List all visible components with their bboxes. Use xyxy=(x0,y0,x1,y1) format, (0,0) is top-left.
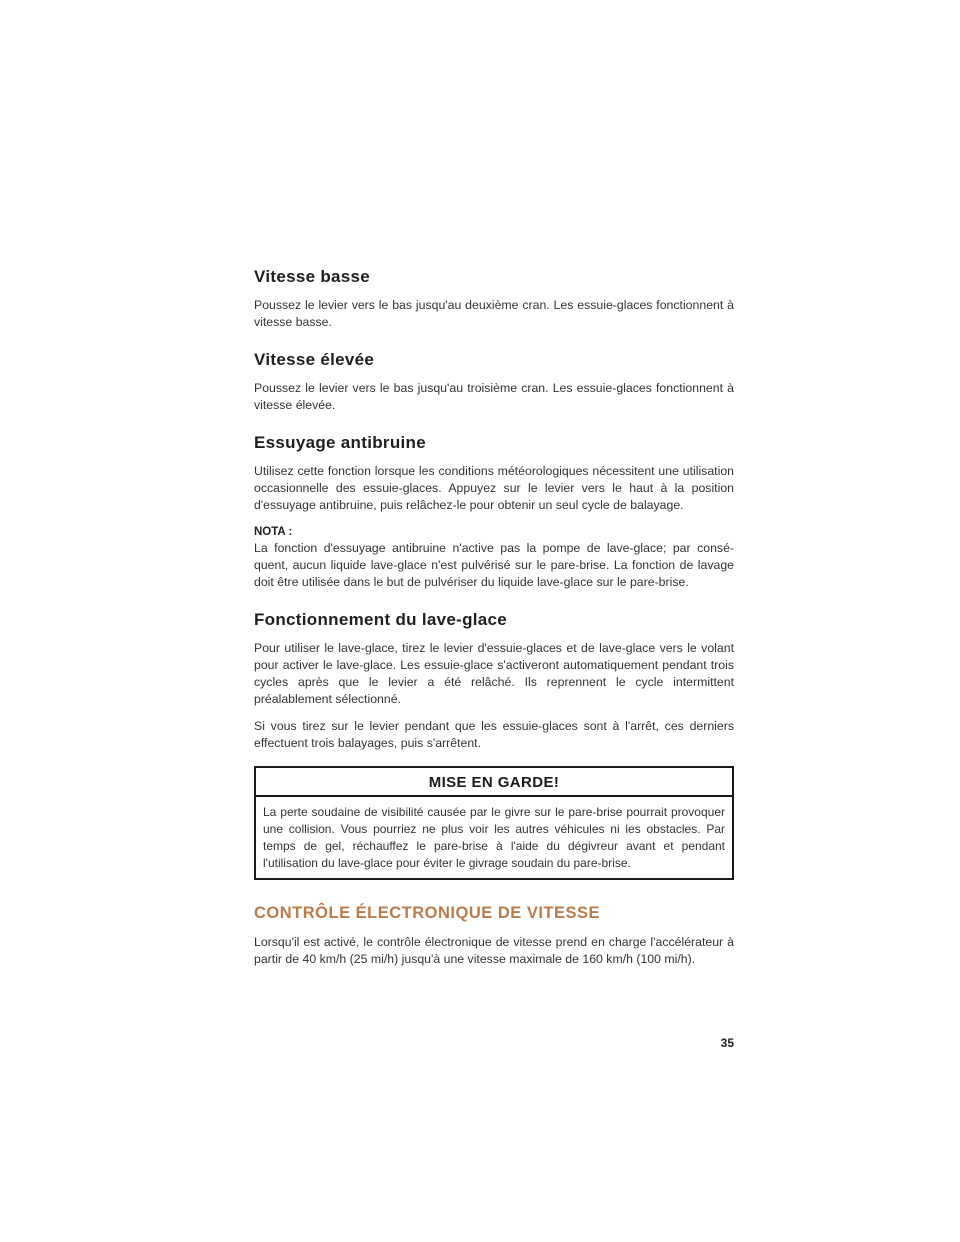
section-washer-operation xyxy=(254,609,734,752)
section-low-speed xyxy=(254,266,734,331)
section-paragraph: Poussez le levier vers le bas jusqu'au deuxième cran. Les essuie-glaces fonctionnent à vitesse basse. xyxy=(254,298,734,329)
section-paragraph: Lorsqu'il est activé, le contrôle électronique de vitesse prend en charge l'accélérateur à partir de 40 km/h (25 mi/h) jusqu'à une vitesse maximale de 160 km/h (100 mi/h). xyxy=(254,935,734,966)
section-paragraph: Utilisez cette fonction lorsque les conditions météorologiques nécessitent une utilisation occasionnelle des essuie-glaces. Appuyez sur le levier vers le haut à la position d'essuyage antibruine, puis relâchez-le pour obtenir un seul cycle de balayage. xyxy=(254,464,734,512)
section-paragraph: Si vous tirez sur le levier pendant que les essuie-glaces sont à l'arrêt, ces derniers effectuent trois balayages, puis s'arrêtent. xyxy=(254,719,734,750)
manual-page-content xyxy=(254,266,734,968)
page-number: 35 xyxy=(720,1036,734,1050)
note-label: NOTA : xyxy=(254,526,293,538)
warning-body: La perte soudaine de visibilité causée par le givre sur le pare-brise pourrait provoquer une collision. Vous pourriez ne plus voir les autres véhicules ni les obstacles. Par temps de gel, réchauffez le pare-brise à l'aide du dégivreur avant et pendant l'utilisation du lave-glace pour éviter le givrage soudain du pare-brise. xyxy=(263,805,725,870)
section-speed-control xyxy=(254,902,734,968)
chapter-heading: CONTRÔLE ÉLECTRONIQUE DE VITESSE xyxy=(254,904,601,922)
section-heading: Fonctionnement du lave-glace xyxy=(254,610,508,629)
section-paragraph: Pour utiliser le lave-glace, tirez le levier d'essuie-glaces et de lave-glace vers le volant pour activer le lave-glace. Les essuie-glace s'activeront automatiquement pendant trois cycles après que le levier a été relâché. Ils reprennent le cycle intermittent préalablement sélectionné. xyxy=(254,641,734,706)
section-heading: Vitesse basse xyxy=(254,267,371,286)
note-text: La fonction d'essuyage antibruine n'active pas la pompe de lave-glace; par consé-quent, aucun liquide lave-glace n'est pulvérisé sur le pare-brise. La fonction de lavage doit être utilisée dans le but de pulvériser du liquide lave-glace sur le pare-brise. xyxy=(254,541,734,589)
warning-box xyxy=(254,766,734,880)
section-mist-wipe xyxy=(254,432,734,591)
section-heading: Vitesse élevée xyxy=(254,350,375,369)
section-high-speed xyxy=(254,349,734,414)
warning-title: MISE EN GARDE! xyxy=(256,768,732,797)
section-heading: Essuyage antibruine xyxy=(254,433,426,452)
section-paragraph: Poussez le levier vers le bas jusqu'au troisième cran. Les essuie-glaces fonctionnent à vitesse élevée. xyxy=(254,381,734,412)
